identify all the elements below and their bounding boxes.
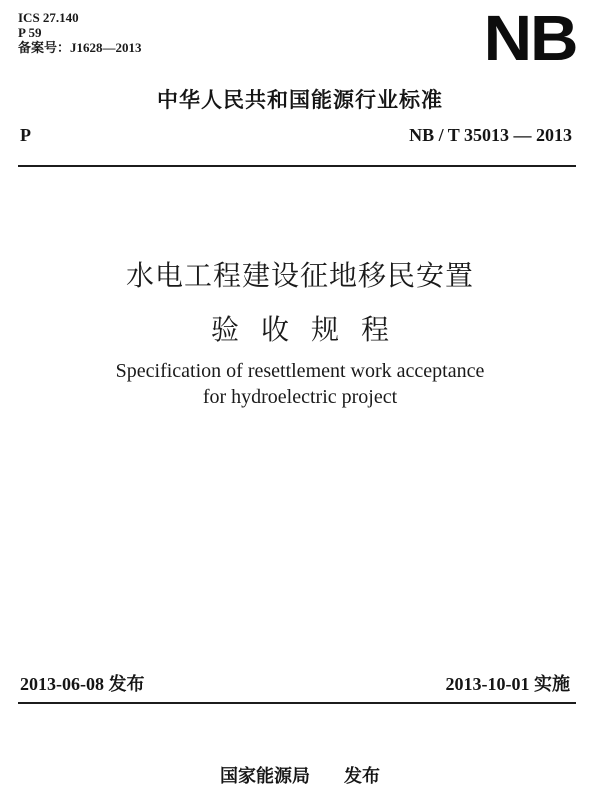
title-english-line2: for hydroelectric project	[202, 386, 398, 408]
ics-code: ICS 27.140	[18, 10, 79, 25]
issue-label: 发布	[108, 674, 145, 695]
title-chinese-line2: 验收规程	[210, 313, 411, 346]
title-chinese-line1: 水电工程建设征地移民安置	[125, 259, 474, 292]
implement-date-block	[446, 670, 571, 696]
implement-date: 2013-10-01	[445, 674, 530, 694]
bottom-divider	[18, 702, 576, 704]
classification-code: P	[20, 125, 31, 145]
standard-number: NB / T 35013 — 2013	[409, 125, 572, 145]
issue-date-block	[20, 670, 145, 696]
title-english	[0, 358, 600, 410]
publisher-action: 发布	[344, 766, 380, 787]
publisher-name: 国家能源局	[220, 766, 310, 787]
implement-label: 实施	[534, 674, 570, 695]
ccs-code: P 59	[18, 25, 42, 40]
publisher-block	[0, 762, 600, 788]
metadata-block	[18, 10, 142, 55]
organization-title: 中华人民共和国能源行业标准	[157, 88, 443, 112]
nb-logo: NB	[483, 2, 576, 74]
title-english-line1: Specification of resettlement work acceptance	[115, 360, 485, 382]
issue-date: 2013-06-08	[20, 674, 104, 694]
record-number: 备案号：J1628—2013	[18, 40, 142, 55]
top-divider	[18, 165, 576, 167]
